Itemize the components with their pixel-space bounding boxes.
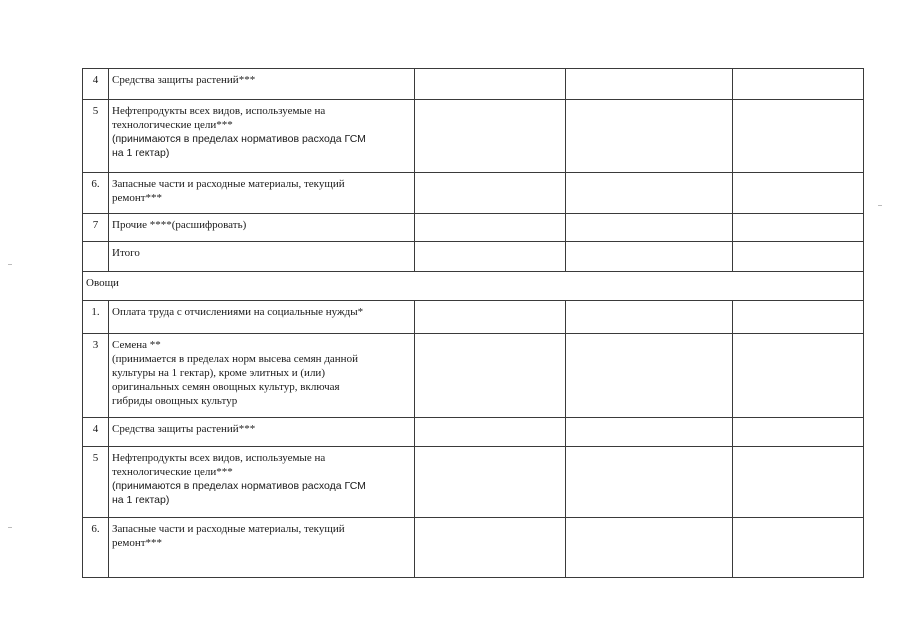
value-cell — [415, 447, 566, 518]
row-number: 5 — [83, 100, 109, 173]
value-cell — [733, 334, 864, 418]
row-name — [109, 100, 415, 173]
row-number: 7 — [83, 214, 109, 242]
row-name — [109, 518, 415, 578]
value-cell — [733, 69, 864, 100]
table-row — [83, 173, 864, 214]
row-name — [109, 418, 415, 447]
value-cell — [415, 214, 566, 242]
table-row — [83, 447, 864, 518]
value-cell — [566, 334, 733, 418]
row-name-line: Нефтепродукты всех видов, используемые на — [112, 452, 326, 464]
table-row — [83, 100, 864, 173]
value-cell — [415, 334, 566, 418]
row-name-line: Прочие ****(расшифровать) — [112, 219, 247, 231]
row-name-line: Оплата труда с отчислениями на социальные нужды* — [112, 306, 364, 318]
row-name-line: Средства защиты растений*** — [112, 423, 256, 435]
table-row — [83, 334, 864, 418]
value-cell — [733, 447, 864, 518]
value-cell — [566, 518, 733, 578]
row-name-line: Нефтепродукты всех видов, используемые на — [112, 105, 326, 117]
value-cell — [415, 100, 566, 173]
value-cell — [566, 100, 733, 173]
row-name — [109, 214, 415, 242]
table-row — [83, 418, 864, 447]
row-name-line: технологические цели*** — [112, 119, 233, 131]
row-note-line: (принимаются в пределах нормативов расхода ГСМ — [112, 133, 366, 145]
row-name — [109, 242, 415, 272]
row-name-line: Итого — [112, 247, 140, 259]
value-cell — [415, 173, 566, 214]
row-name — [109, 447, 415, 518]
value-cell — [415, 242, 566, 272]
row-name-line: культуры на 1 гектар), кроме элитных и (или) — [112, 367, 325, 379]
row-number: 4 — [83, 69, 109, 100]
value-cell — [733, 214, 864, 242]
row-name-line: ремонт*** — [112, 537, 163, 549]
row-name-line: гибриды овощных культур — [112, 395, 238, 407]
row-number: 6. — [83, 173, 109, 214]
row-number: 6. — [83, 518, 109, 578]
cost-table — [82, 68, 864, 578]
value-cell — [733, 173, 864, 214]
row-name-line: технологические цели*** — [112, 466, 233, 478]
row-number: 3 — [83, 334, 109, 418]
value-cell — [733, 301, 864, 334]
row-name-line: (принимается в пределах норм высева семян данной — [112, 353, 358, 365]
value-cell — [566, 301, 733, 334]
row-note-line: (принимаются в пределах нормативов расхода ГСМ — [112, 480, 366, 492]
row-name — [109, 334, 415, 418]
value-cell — [415, 301, 566, 334]
row-name-line: Запасные части и расходные материалы, текущий — [112, 523, 345, 535]
value-cell — [566, 173, 733, 214]
scan-mark — [8, 527, 12, 528]
row-note-line: на 1 гектар) — [112, 147, 170, 159]
value-cell — [733, 100, 864, 173]
table-row — [83, 214, 864, 242]
row-name — [109, 69, 415, 100]
scan-mark — [878, 205, 882, 206]
row-number: 5 — [83, 447, 109, 518]
value-cell — [415, 418, 566, 447]
table-row — [83, 69, 864, 100]
row-number — [83, 242, 109, 272]
row-name-line: Запасные части и расходные материалы, текущий — [112, 178, 345, 190]
row-name-line: ремонт*** — [112, 192, 163, 204]
section-row — [83, 272, 864, 301]
value-cell — [415, 518, 566, 578]
value-cell — [566, 418, 733, 447]
value-cell — [733, 518, 864, 578]
value-cell — [733, 418, 864, 447]
row-note-line: на 1 гектар) — [112, 494, 170, 506]
table-row — [83, 518, 864, 578]
row-name-line: Средства защиты растений*** — [112, 74, 256, 86]
table-body — [83, 69, 864, 578]
value-cell — [415, 69, 566, 100]
row-number: 4 — [83, 418, 109, 447]
section-label: Овощи — [83, 272, 864, 301]
scan-mark — [8, 264, 12, 265]
value-cell — [566, 69, 733, 100]
value-cell — [733, 242, 864, 272]
row-name — [109, 301, 415, 334]
value-cell — [566, 214, 733, 242]
row-name-line: оригинальных семян овощных культур, включая — [112, 381, 340, 393]
row-name — [109, 173, 415, 214]
table-row — [83, 301, 864, 334]
value-cell — [566, 242, 733, 272]
row-number: 1. — [83, 301, 109, 334]
row-name-line: Семена ** — [112, 339, 161, 351]
table-row — [83, 242, 864, 272]
value-cell — [566, 447, 733, 518]
